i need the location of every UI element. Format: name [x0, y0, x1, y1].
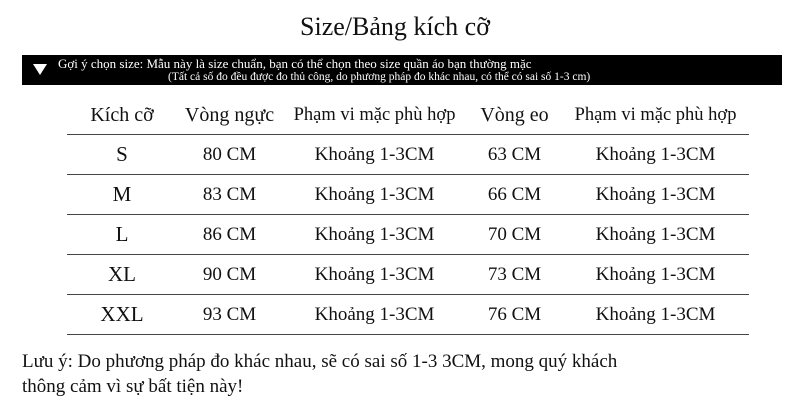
header-waist-range: Phạm vi mặc phù hợp: [562, 96, 749, 135]
cell-size: L: [67, 215, 177, 255]
table-row: [67, 135, 749, 175]
cell-size: S: [67, 135, 177, 175]
measurement-note-text: (Tất cả số đo đều được đo thủ công, do phương pháp đo khác nhau, có thể có sai số 1-3 cm): [168, 71, 591, 83]
cell-chest-range: Khoảng 1-3CM: [282, 255, 467, 295]
cell-waist-range: Khoảng 1-3CM: [562, 215, 749, 255]
cell-waist-range: Khoảng 1-3CM: [562, 295, 749, 335]
footer-note-line-1: Lưu ý: Do phương pháp đo khác nhau, sẽ có sai số 1-3 3CM, mong quý khách: [22, 351, 618, 372]
cell-waist: 76 CM: [467, 295, 562, 335]
cell-waist-range: Khoảng 1-3CM: [562, 135, 749, 175]
triangle-down-icon: [33, 64, 47, 75]
size-tip-text: Gợi ý chọn size: Mẫu này là size chuẩn, bạn có thể chọn theo size quần áo bạn thường mặc: [58, 56, 532, 71]
cell-chest: 90 CM: [177, 255, 282, 295]
cell-chest-range: Khoảng 1-3CM: [282, 295, 467, 335]
page-title: Size/Bảng kích cỡ: [300, 12, 490, 41]
cell-chest-range: Khoảng 1-3CM: [282, 175, 467, 215]
cell-waist-range: Khoảng 1-3CM: [562, 175, 749, 215]
cell-waist: 73 CM: [467, 255, 562, 295]
cell-size: XXL: [67, 295, 177, 335]
table-row: [67, 215, 749, 255]
cell-waist: 66 CM: [467, 175, 562, 215]
table-row: [67, 255, 749, 295]
cell-chest: 93 CM: [177, 295, 282, 335]
cell-waist: 63 CM: [467, 135, 562, 175]
header-chest: Vòng ngực: [177, 96, 282, 135]
cell-chest-range: Khoảng 1-3CM: [282, 135, 467, 175]
cell-waist: 70 CM: [467, 215, 562, 255]
cell-size: XL: [67, 255, 177, 295]
cell-chest: 86 CM: [177, 215, 282, 255]
header-waist: Vòng eo: [467, 96, 562, 135]
table-header-row: [67, 96, 749, 135]
table-row: [67, 295, 749, 335]
cell-size: M: [67, 175, 177, 215]
footer-note-line-2: thông cảm vì sự bất tiện này!: [22, 376, 244, 397]
header-size: Kích cỡ: [67, 96, 177, 135]
table-row: [67, 175, 749, 215]
cell-chest: 80 CM: [177, 135, 282, 175]
header-chest-range: Phạm vi mặc phù hợp: [282, 96, 467, 135]
footer-note: [22, 349, 782, 399]
size-tip-banner: [22, 55, 782, 85]
cell-chest-range: Khoảng 1-3CM: [282, 215, 467, 255]
cell-chest: 83 CM: [177, 175, 282, 215]
size-chart-table: [67, 96, 749, 335]
cell-waist-range: Khoảng 1-3CM: [562, 255, 749, 295]
